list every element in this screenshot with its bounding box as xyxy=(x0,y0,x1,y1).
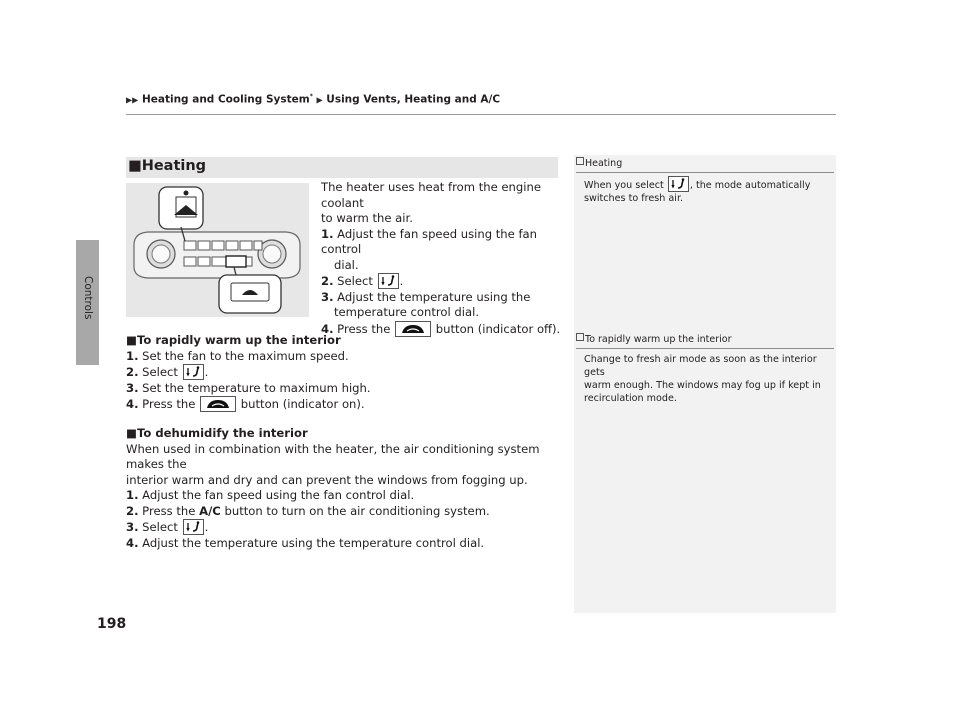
dehumidify-para-line: When used in combination with the heater, the air conditioning system makes the xyxy=(126,441,540,471)
note-title-rapid-warm: To rapidly warm up the interior xyxy=(585,334,732,345)
dehumidify-step-4 xyxy=(126,536,566,552)
step-text: button (indicator on). xyxy=(240,397,365,411)
step-text: Select xyxy=(337,274,373,288)
subsection-title-dehumidify: ■To dehumidify the interior xyxy=(126,426,308,440)
note-text: Change to fresh air mode as soon as the interior gets xyxy=(584,354,817,378)
breadcrumb-item-heating-cooling[interactable]: Heating and Cooling System xyxy=(141,93,310,106)
step-number: 4. xyxy=(126,397,139,411)
heating-step-3 xyxy=(321,290,561,306)
dehumidify-step-1 xyxy=(126,488,566,504)
optional-asterisk: * xyxy=(309,93,313,100)
step-text: . xyxy=(399,274,404,288)
climate-panel-figure xyxy=(126,183,309,317)
step-number: 2. xyxy=(321,274,334,288)
note-text: switches to fresh air. xyxy=(584,193,684,204)
step-number: 1. xyxy=(126,348,139,363)
breadcrumb-arrow-icon: ▶ xyxy=(316,95,323,105)
recirculation-mode-icon xyxy=(200,396,236,412)
subsection-title-rapid-warm: ■To rapidly warm up the interior xyxy=(126,333,341,347)
step-text: . xyxy=(204,365,209,379)
floor-vent-mode-icon xyxy=(378,273,399,289)
dehumidify-step-2 xyxy=(126,504,566,520)
dehumidify-section xyxy=(126,426,566,551)
note-title-heating: Heating xyxy=(585,158,623,169)
section-title-heating: ■Heating xyxy=(128,158,207,174)
step-number: 3. xyxy=(126,380,139,395)
floor-vent-mode-icon xyxy=(183,519,204,535)
step-text: Adjust the fan speed using the fan control dial. xyxy=(142,488,415,502)
step-text: Adjust the fan speed using the fan control xyxy=(321,226,537,256)
step-text: Press the xyxy=(142,503,196,518)
step-text: Press the xyxy=(142,397,196,411)
step-text-cont: dial. xyxy=(334,257,359,272)
step-text: Press the xyxy=(337,321,391,336)
step-text: Select xyxy=(142,520,178,534)
chapter-tab-label: Controls xyxy=(82,276,94,320)
heating-step-2 xyxy=(321,273,561,290)
step-text: Set the temperature to maximum high. xyxy=(142,380,371,395)
breadcrumb xyxy=(126,93,500,106)
step-number: 3. xyxy=(126,520,139,534)
heating-intro-line: The heater uses heat from the engine coolant xyxy=(321,180,541,210)
rapid-step-2 xyxy=(126,364,566,381)
rapid-step-3 xyxy=(126,381,566,397)
header-rule xyxy=(126,114,836,115)
note-marker-icon xyxy=(576,333,584,341)
dehumidify-step-3 xyxy=(126,519,566,536)
step-text-cont: temperature control dial. xyxy=(334,305,480,319)
climate-panel-illustration xyxy=(126,183,309,317)
step-text: Adjust the temperature using the temperature control dial. xyxy=(142,535,485,550)
step-text: Adjust the temperature using the xyxy=(337,289,531,304)
step-number: 3. xyxy=(321,289,334,304)
step-number: 4. xyxy=(126,535,139,550)
note-rapid-warm xyxy=(576,333,834,405)
note-marker-icon xyxy=(576,157,584,165)
step-text: button (indicator off). xyxy=(435,321,561,336)
step-text: Set the fan to the maximum speed. xyxy=(142,348,349,363)
note-text: , the mode automatically xyxy=(689,180,811,191)
step-text: button to turn on the air conditioning system. xyxy=(224,503,490,518)
step-number: 1. xyxy=(321,226,334,241)
breadcrumb-item-using-vents[interactable]: Using Vents, Heating and A/C xyxy=(326,93,501,106)
ac-button-label: A/C xyxy=(199,503,221,518)
step-number: 1. xyxy=(126,488,139,502)
step-number: 2. xyxy=(126,503,139,518)
rapid-step-4 xyxy=(126,396,566,413)
heating-intro-line: to warm the air. xyxy=(321,211,413,225)
step-text: Select xyxy=(142,365,178,379)
heating-step-1 xyxy=(321,227,561,258)
floor-vent-mode-icon xyxy=(668,176,689,192)
note-text: recirculation mode. xyxy=(584,393,677,404)
breadcrumb-arrow-icon: ▶▶ xyxy=(126,95,139,105)
note-text: When you select xyxy=(584,180,664,191)
rapid-warm-section xyxy=(126,333,566,413)
step-number: 4. xyxy=(321,321,334,336)
page-number: 198 xyxy=(97,616,127,632)
rapid-step-1 xyxy=(126,349,566,365)
heating-intro xyxy=(321,180,561,337)
note-heating xyxy=(576,157,834,205)
step-text: . xyxy=(204,520,209,534)
dehumidify-para-line: interior warm and dry and can prevent the windows from fogging up. xyxy=(126,472,528,487)
note-divider xyxy=(576,172,834,173)
note-text: warm enough. The windows may fog up if kept in xyxy=(584,380,821,391)
step-number: 2. xyxy=(126,365,139,379)
note-divider xyxy=(576,348,834,349)
floor-vent-mode-icon xyxy=(183,364,204,380)
